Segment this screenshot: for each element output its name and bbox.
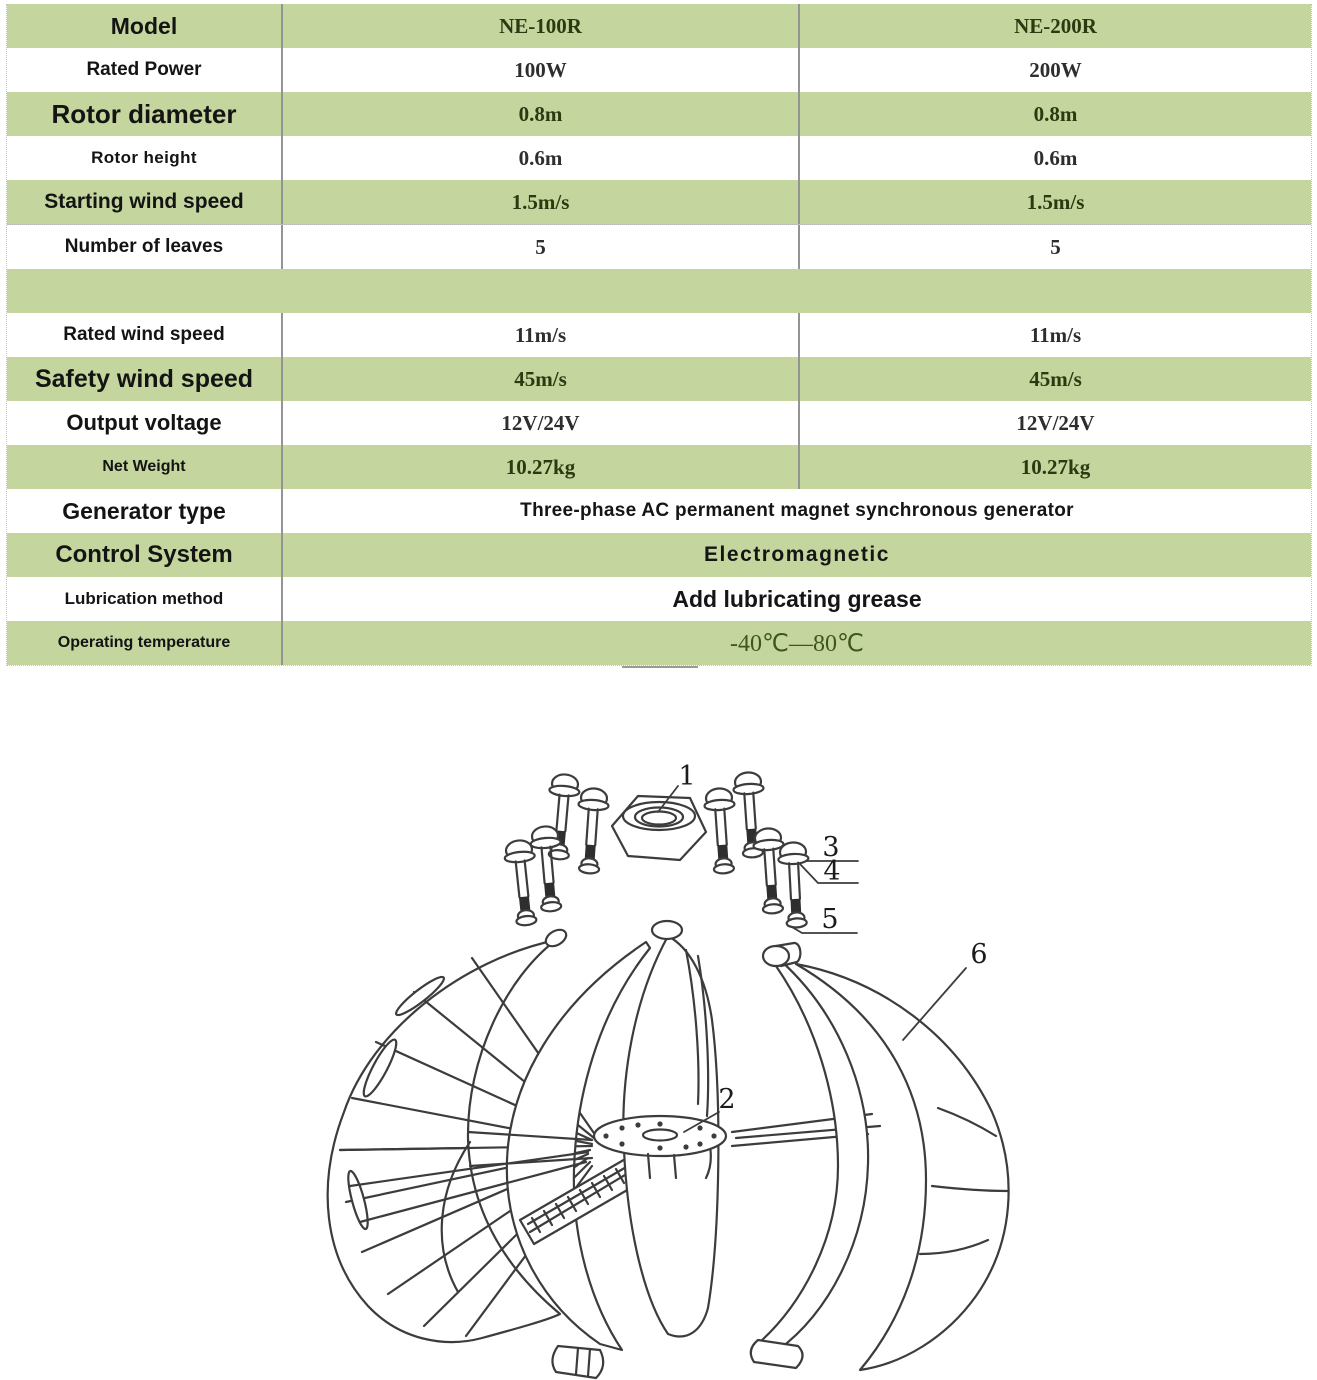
number-of-leaves-ne200r: 5 — [1050, 234, 1061, 259]
safety-wind-speed-ne200r: 45m/s — [1029, 366, 1082, 391]
row-label-model: Model — [7, 4, 283, 48]
safety-wind-speed-ne100r: 45m/s — [283, 357, 800, 401]
control-system-value: Electromagnetic — [704, 543, 890, 566]
starting-wind-speed-ne200r: 1.5m/s — [1026, 189, 1085, 214]
bolt — [503, 839, 542, 927]
callout-4: 4 — [823, 856, 841, 887]
leader-6 — [903, 968, 966, 1040]
table-row-rated-power — [7, 48, 1311, 92]
row-label-safety-wind-speed: Safety wind speed — [7, 357, 283, 401]
spec-table — [6, 4, 1312, 666]
output-voltage-ne100r: 12V/24V — [283, 401, 800, 445]
rotor-diameter-ne200r: 0.8m — [1033, 101, 1078, 126]
starting-wind-speed-ne100r: 1.5m/s — [283, 180, 800, 224]
row-label-number-of-leaves: Number of leaves — [7, 225, 283, 269]
table-row-lubrication-method — [7, 577, 1311, 621]
rotor-diameter-ne100r: 0.8m — [283, 92, 800, 136]
model-ne200r: NE-200R — [1014, 13, 1097, 38]
row-label-lubrication-method: Lubrication method — [7, 577, 283, 621]
callout-5: 5 — [821, 904, 839, 935]
rotor-height-ne200r: 0.6m — [1033, 145, 1078, 170]
rated-wind-speed-ne200r: 11m/s — [1029, 322, 1082, 347]
row-label-output-voltage: Output voltage — [7, 401, 283, 445]
table-row-operating-temperature — [7, 621, 1311, 665]
rated-wind-speed-ne100r: 11m/s — [283, 313, 800, 357]
lubrication-method-value: Add lubricating grease — [672, 585, 922, 612]
table-row-output-voltage — [7, 401, 1311, 445]
bolt — [752, 827, 788, 914]
rated-power-ne200r: 200W — [1029, 57, 1082, 82]
callout-3: 3 — [822, 832, 840, 863]
table-row-starting-wind-speed — [7, 180, 1311, 225]
rotor-height-ne100r: 0.6m — [283, 136, 800, 180]
row-label-generator-type: Generator type — [7, 489, 283, 533]
table-row-number-of-leaves — [7, 225, 1311, 269]
table-row-model — [7, 4, 1311, 48]
row-label-rotor-diameter: Rotor diameter — [7, 92, 283, 136]
table-row-rated-wind-speed — [7, 313, 1311, 357]
table-row-net-weight — [7, 445, 1311, 489]
table-row-generator-type — [7, 489, 1311, 533]
table-row-rotor-height — [7, 136, 1311, 180]
output-voltage-ne200r: 12V/24V — [1016, 410, 1095, 435]
table-row-rotor-diameter — [7, 92, 1311, 136]
operating-temperature-value: -40℃—80℃ — [730, 630, 864, 657]
table-row-safety-wind-speed — [7, 357, 1311, 401]
row-label-operating-temperature: Operating temperature — [7, 621, 283, 665]
row-label-rated-wind-speed: Rated wind speed — [7, 313, 283, 357]
table-row-empty — [7, 269, 1311, 313]
row-label-net-weight: Net Weight — [7, 445, 283, 489]
hex-nut-part — [612, 796, 706, 860]
number-of-leaves-ne100r: 5 — [283, 225, 800, 269]
bolt — [574, 787, 610, 874]
callout-2: 2 — [718, 1084, 736, 1115]
net-weight-ne100r: 10.27kg — [283, 445, 800, 489]
right-inner-blade — [751, 943, 868, 1368]
bolt — [778, 842, 812, 928]
model-ne100r: NE-100R — [283, 4, 800, 48]
net-weight-ne200r: 10.27kg — [1020, 454, 1091, 479]
row-label-rated-power: Rated Power — [7, 48, 283, 92]
callout-6: 6 — [970, 939, 988, 970]
bolt — [703, 787, 739, 874]
table-bottom-artifact-line — [622, 666, 698, 668]
turbine-exploded-diagram — [0, 680, 1317, 1380]
rated-power-ne100r: 100W — [283, 48, 800, 92]
callout-1: 1 — [678, 761, 696, 792]
row-label-rotor-height: Rotor height — [7, 136, 283, 180]
generator-type-value: Three-phase AC permanent magnet synchronous generator — [520, 500, 1074, 521]
table-row-control-system — [7, 533, 1311, 577]
row-label-starting-wind-speed: Starting wind speed — [7, 180, 283, 224]
row-label-control-system: Control System — [7, 533, 283, 577]
